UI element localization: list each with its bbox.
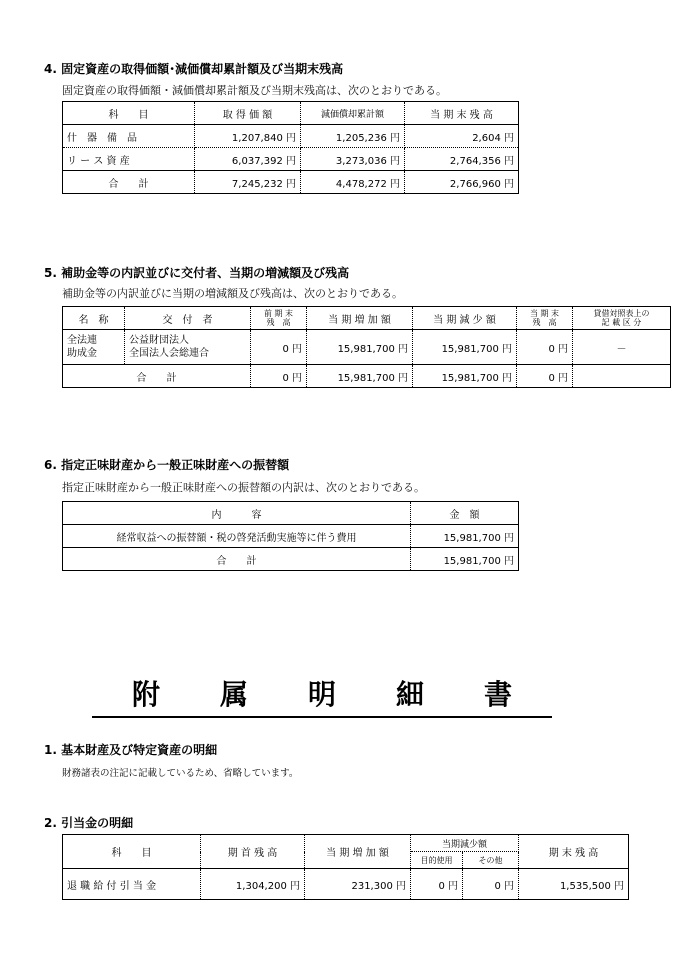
row-balance: 2,604 円 bbox=[405, 125, 519, 148]
header-increase: 当 期 増 加 額 bbox=[305, 835, 411, 869]
section-5-description: 補助金等の内訳並びに当期の増減額及び残高は、次のとおりである。 bbox=[62, 287, 403, 300]
row-classification: － bbox=[573, 330, 671, 365]
total-row bbox=[63, 365, 671, 388]
header-decrease-purpose: 目的使用 bbox=[411, 852, 463, 869]
row-grantor: 公益財団法人 全国法人会総連合 bbox=[125, 330, 251, 365]
section-4-description: 固定資産の取得価額・減価償却累計額及び当期末残高は、次のとおりである。 bbox=[62, 84, 447, 97]
total-decrease: 15,981,700 円 bbox=[413, 365, 517, 388]
header-balance: 当 期 末 残 高 bbox=[405, 102, 519, 125]
total-end-balance: 0 円 bbox=[517, 365, 573, 388]
row-end-balance: 0 円 bbox=[517, 330, 573, 365]
row-end: 1,535,500 円 bbox=[519, 869, 629, 900]
header-depreciation: 減価償却累計額 bbox=[301, 102, 405, 125]
section-6-description: 指定正味財産から一般正味財産への振替額の内訳は、次のとおりである。 bbox=[62, 481, 425, 494]
row-depreciation: 1,205,236 円 bbox=[301, 125, 405, 148]
row-depreciation: 3,273,036 円 bbox=[301, 148, 405, 171]
section-6-title: 6. 指定正味財産から一般正味財産への振替額 bbox=[44, 458, 290, 472]
section-5-title: 5. 補助金等の内訳並びに交付者、当期の増減額及び残高 bbox=[44, 266, 350, 280]
header-end: 期 末 残 高 bbox=[519, 835, 629, 869]
row-acquisition: 1,207,840 円 bbox=[195, 125, 301, 148]
total-depreciation: 4,478,272 円 bbox=[301, 171, 405, 194]
row-item: リ ー ス 資 産 bbox=[63, 148, 195, 171]
section-4-title: 4. 固定資産の取得価額･減価償却累計額及び当期末残高 bbox=[44, 62, 344, 76]
row-begin: 1,304,200 円 bbox=[201, 869, 305, 900]
total-label: 合 計 bbox=[63, 548, 411, 571]
total-prev-balance: 0 円 bbox=[251, 365, 307, 388]
transfer-table bbox=[62, 501, 519, 571]
total-label: 合 計 bbox=[63, 365, 251, 388]
row-item: 退 職 給 付 引 当 金 bbox=[63, 869, 201, 900]
header-decrease: 当期減少額 bbox=[411, 835, 519, 852]
row-content: 経常収益への振替額・税の啓発活動実施等に伴う費用 bbox=[63, 525, 411, 548]
allowance-table bbox=[62, 834, 629, 900]
header-prev-balance: 前 期 末 残 高 bbox=[251, 307, 307, 330]
row-decrease-other: 0 円 bbox=[463, 869, 519, 900]
subsidy-table bbox=[62, 306, 671, 388]
total-balance: 2,766,960 円 bbox=[405, 171, 519, 194]
total-increase: 15,981,700 円 bbox=[307, 365, 413, 388]
header-grantor: 交 付 者 bbox=[125, 307, 251, 330]
annex-title-char: 細 bbox=[395, 678, 424, 711]
header-amount: 金 額 bbox=[411, 502, 519, 525]
header-begin: 期 首 残 高 bbox=[201, 835, 305, 869]
table-row bbox=[63, 525, 519, 548]
total-label: 合 計 bbox=[63, 171, 195, 194]
total-amount: 15,981,700 円 bbox=[411, 548, 519, 571]
annex-title-char: 明 bbox=[307, 678, 336, 711]
row-acquisition: 6,037,392 円 bbox=[195, 148, 301, 171]
row-decrease-purpose: 0 円 bbox=[411, 869, 463, 900]
row-name: 全法連 助成金 bbox=[63, 330, 125, 365]
annex-title-underline bbox=[92, 716, 552, 718]
header-item: 科 目 bbox=[63, 835, 201, 869]
header-decrease-other: その他 bbox=[463, 852, 519, 869]
row-decrease: 15,981,700 円 bbox=[413, 330, 517, 365]
total-row bbox=[63, 548, 519, 571]
header-acquisition: 取 得 価 額 bbox=[195, 102, 301, 125]
row-amount: 15,981,700 円 bbox=[411, 525, 519, 548]
table-row bbox=[63, 330, 671, 365]
annex-section-1-note: 財務諸表の注記に記載しているため、省略しています。 bbox=[62, 768, 299, 779]
annex-title bbox=[92, 672, 552, 714]
row-prev-balance: 0 円 bbox=[251, 330, 307, 365]
header-decrease: 当 期 減 少 額 bbox=[413, 307, 517, 330]
header-content: 内 容 bbox=[63, 502, 411, 525]
annex-title-char: 書 bbox=[483, 678, 512, 711]
header-classification: 貸借対照表上の 記 載 区 分 bbox=[573, 307, 671, 330]
annex-title-char: 属 bbox=[219, 678, 248, 711]
row-increase: 15,981,700 円 bbox=[307, 330, 413, 365]
annex-section-1-title: 1. 基本財産及び特定資産の明細 bbox=[44, 743, 218, 757]
total-classification bbox=[573, 365, 671, 388]
total-row bbox=[63, 171, 519, 194]
total-acquisition: 7,245,232 円 bbox=[195, 171, 301, 194]
annex-section-2-title: 2. 引当金の明細 bbox=[44, 816, 134, 830]
header-end-balance: 当 期 末 残 高 bbox=[517, 307, 573, 330]
header-name: 名 称 bbox=[63, 307, 125, 330]
row-balance: 2,764,356 円 bbox=[405, 148, 519, 171]
header-item: 科 目 bbox=[63, 102, 195, 125]
row-increase: 231,300 円 bbox=[305, 869, 411, 900]
fixed-assets-table bbox=[62, 101, 519, 194]
table-row bbox=[63, 869, 629, 900]
header-increase: 当 期 増 加 額 bbox=[307, 307, 413, 330]
table-row bbox=[63, 125, 519, 148]
row-item: 什 器 備 品 bbox=[63, 125, 195, 148]
annex-title-char: 附 bbox=[132, 678, 161, 711]
table-row bbox=[63, 148, 519, 171]
